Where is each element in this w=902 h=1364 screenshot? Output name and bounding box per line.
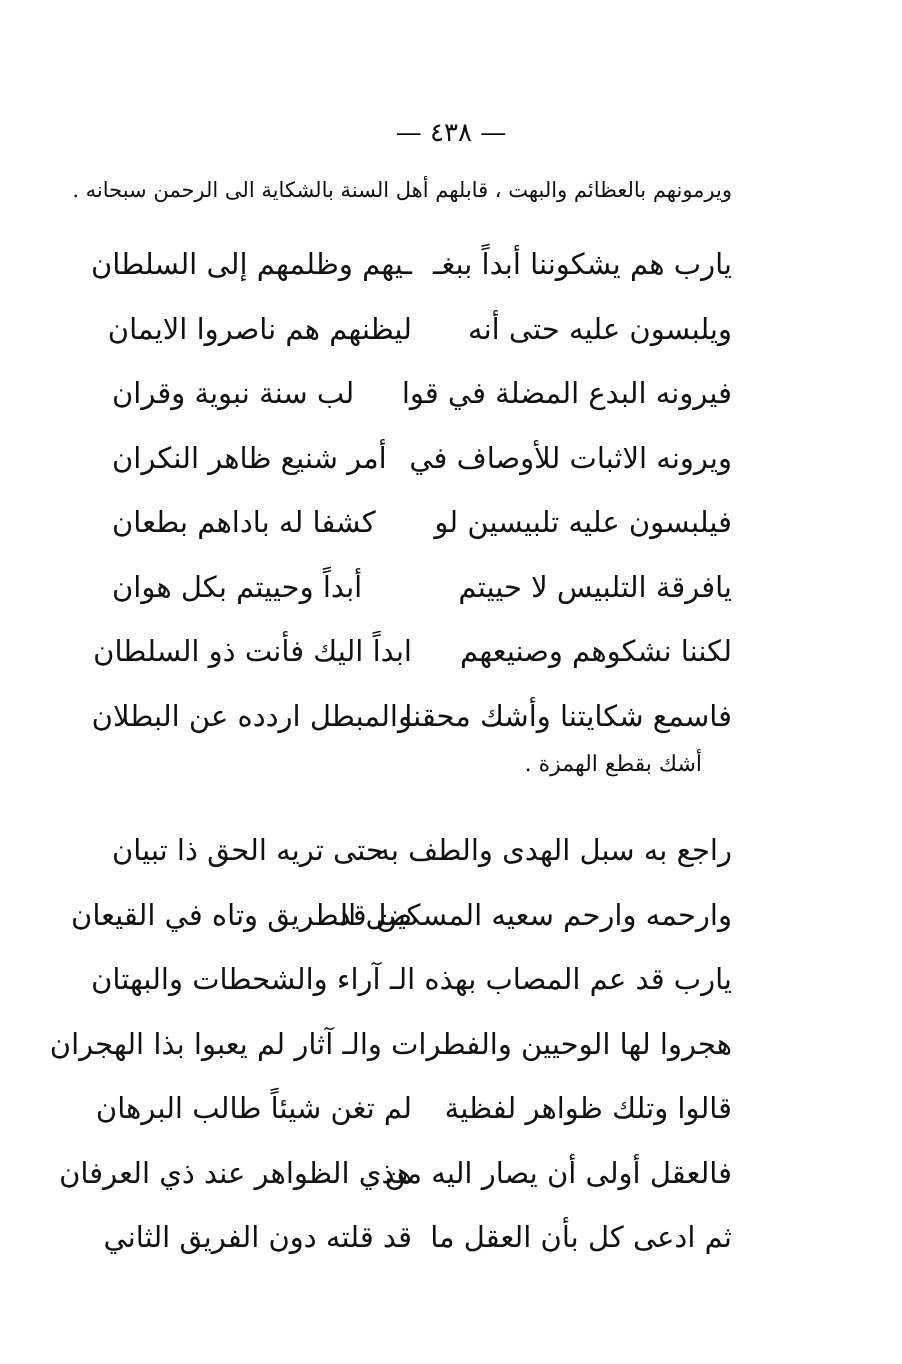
verse-line [112,490,732,555]
verse-line [95,1076,732,1141]
verse-second-hemistich: ليظنهم هم ناصروا الايمان [107,311,412,346]
verse-second-hemistich: لم تغن شيئاً طالب البرهان [95,1091,412,1126]
verse-second-hemistich: والمبطل اردده عن البطلان [91,698,412,733]
verse-first-hemistich: ويلبسون عليه حتى أنه [468,311,732,346]
verse-full-line: هجروا لها الوحيين والفطرات والـ آثار لم يعبوا بذا الهجران [49,1026,732,1061]
verse-first-hemistich: لكننا نشكوهم وصنيعهم [460,634,732,669]
verse-first-hemistich: فاسمع شكايتنا وأشك محقنا [404,698,732,733]
verse-line [93,619,732,684]
verse-line-continuous [91,947,732,1012]
verse-first-hemistich: فيلبسون عليه تلبيسين لو [434,505,732,540]
verse-line-continuous [49,1012,732,1077]
verse-first-hemistich: يارب هم يشكوننا أبداً ببغـ [433,247,732,282]
verse-second-hemistich: حتى تريه الحق ذا تبيان [112,833,384,868]
verse-line [71,883,732,948]
footnote-remark: أشك بقطع الهمزة . [524,752,702,777]
verse-first-hemistich: راجع به سبل الهدى والطف به [375,833,732,868]
verse-second-hemistich: أبداً وحييتم بكل هوان [112,569,363,604]
verse-line [107,297,732,362]
verse-second-hemistich: ابداً اليك فأنت ذو السلطان [93,634,412,669]
verse-first-hemistich: يافرقة التلبيس لا حييتم [458,569,732,604]
verse-line [91,684,732,749]
verse-second-hemistich: أمر شنيع ظاهر النكران [112,440,387,475]
verse-first-hemistich: فالعقل أولى أن يصار اليه من [384,1155,732,1190]
verse-first-hemistich: ثم ادعى كل بأن العقل ما [430,1220,732,1255]
verse-line [112,361,732,426]
verse-first-hemistich: ويرونه الاثبات للأوصاف في [409,440,732,475]
verse-second-hemistich: هذي الظواهر عند ذي العرفان [59,1155,412,1190]
verse-full-line: يارب قد عم المصاب بهذه الـ آراء والشحطات والبهتان [91,962,732,997]
verse-line [90,232,732,297]
page-number: — ٤٣٨ — [395,118,507,148]
verse-second-hemistich: قد قلته دون الفريق الثاني [103,1220,412,1255]
verse-second-hemistich: ـيهم وظلمهم إلى السلطان [90,247,412,282]
verse-first-hemistich: وارحمه وارحم سعيه المسكين قد [337,897,732,932]
verse-line [103,1205,732,1270]
verse-second-hemistich: لب سنة نبوية وقران [112,376,355,411]
poem-verses [49,232,732,1270]
verse-first-hemistich: فيرونه البدع المضلة في قوا [401,376,732,411]
verse-line [112,426,732,491]
verse-second-hemistich: ضل الطريق وتاه في القيعان [71,897,412,932]
verse-line [59,1141,732,1206]
verse-second-hemistich: كشفا له باداهم بطعان [112,505,376,540]
verse-line [112,555,732,620]
intro-prose-line: ويرمونهم بالعظائم والبهت ، قابلهم أهل السنة بالشكاية الى الرحمن سبحانه . [72,178,732,202]
verse-first-hemistich: قالوا وتلك ظواهر لفظية [444,1091,732,1126]
verse-line [112,818,732,883]
